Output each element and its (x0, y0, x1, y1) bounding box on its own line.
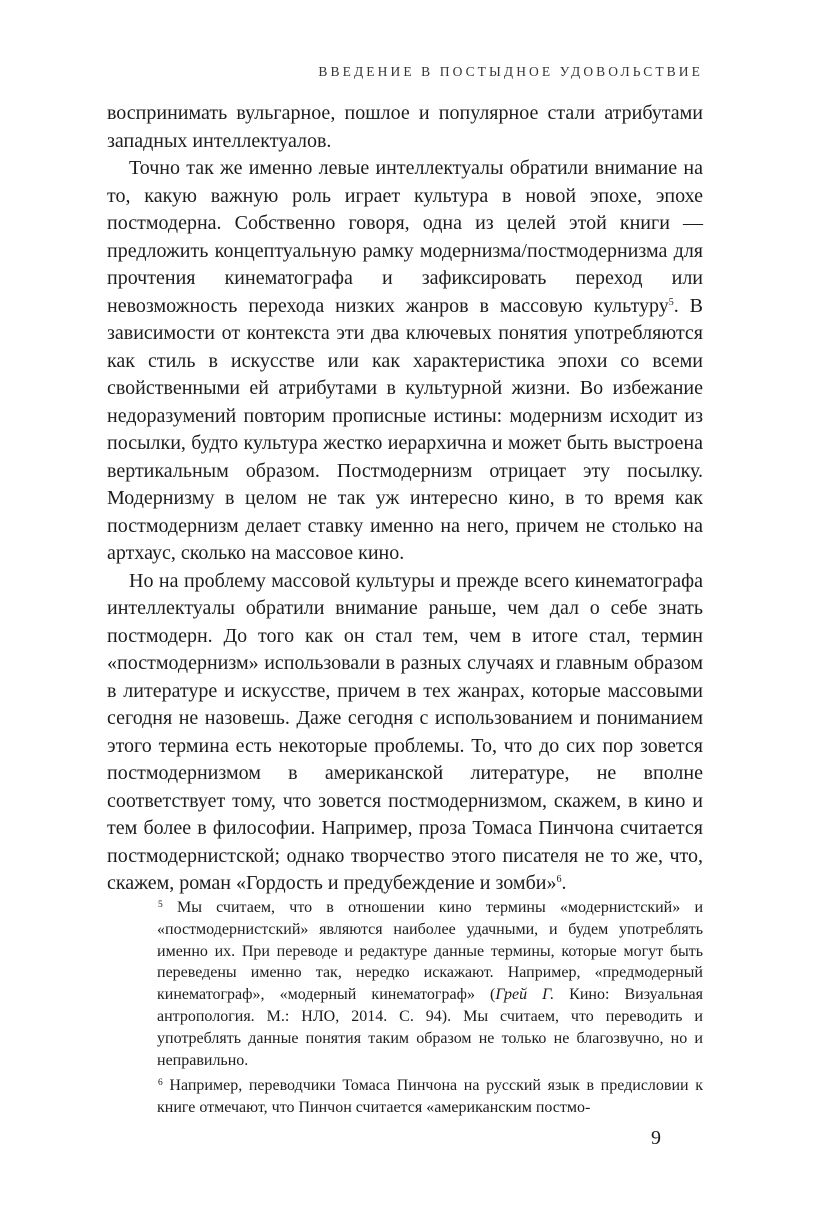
footnotes (157, 897, 703, 1123)
footnote (157, 1075, 703, 1119)
running-header: ВВЕДЕНИЕ В ПОСТЫДНОЕ УДОВОЛЬСТВИЕ (318, 64, 703, 79)
paragraph-text: Но на проблему массовой культуры и прежде всего кинематографа интеллектуалы обратили внимание раньше, чем дал о себе знать постмодерн. До того как он стал тем, чем в итоге стал, термин «постмодернизм» использовали в разных случаях и главным образом в литературе и искусстве, причем в тех жанрах, которые массовыми сегодня не назовешь. Даже сегодня с использованием и пониманием этого термина есть некоторые проблемы. То, что до сих пор зовется постмодернизмом в американской литературе, не вполне соответствует тому, что зовется постмодернизмом, скажем, в кино и тем более в философии. Например, проза Томаса Пинчона считается постмодернистской; однако творчество этого писателя не то же, что, скажем, роман «Гордость и предубеждение и зомби» (107, 569, 703, 894)
footnote-ref[interactable]: 6 (556, 874, 562, 885)
paragraph-text: . В зависимости от контекста эти два ключевых понятия употребляются как стиль в искусстве или как характеристика эпохи со всеми свойственными ей атрибутами в культурной жизни. Во избежание недоразумений повторим прописные истины: модернизм исходит из посылки, будто культура жестко иерархична и может быть выстроена вертикальным образом. Постмодернизм отрицает эту посылку. Модернизму в целом не так уж интересно кино, в то время как постмодернизм делает ставку именно на него, причем не столько на артхаус, сколько на массовое кино. (107, 294, 703, 564)
footnote-text: Например, переводчики Томаса Пинчона на русский язык в предисловии к книге отмечают, что Пинчон считается «американским постмо- (157, 1077, 704, 1117)
footnote-text: Мы считаем, что в отношении кино термины «модернистский» и «постмодернистский» являются наиболее удачными, и будем употреблять именно их. При переводе и редактуре данные термины, которые могут быть переведены именно так, нередко искажают. Например, «предмодерный кинематограф», «модерный кинематограф» ( (157, 899, 704, 1004)
paragraph: воспринимать вульгарное, пошлое и популярное стали атрибутами западных интеллектуалов. (107, 102, 703, 152)
paragraph-text: . (561, 872, 567, 894)
main-text (107, 100, 703, 898)
footnote (157, 897, 703, 1071)
footnote-text: Кино: Визуальная антропология. М.: НЛО, 2014. С. 94). Мы считаем, что переводить и употреблять данные понятия таким образом не только не благозвучно, но и неправильно. (157, 986, 704, 1069)
paragraph (107, 568, 703, 898)
footnote-ref[interactable]: 5 (668, 296, 674, 308)
footnote-number: 5 (158, 900, 163, 910)
page-number: 9 (651, 1127, 661, 1149)
footnote-number: 6 (158, 1078, 163, 1089)
paragraph (107, 155, 703, 568)
footnote-author: Грей Г. (495, 986, 555, 1004)
paragraph-text: Точно так же именно левые интеллектуалы обратили внимание на то, какую важную роль играет культура в новой эпохе, эпохе постмодерна. Собственно говоря, одна из целей этой книги — предложить концептуальную рамку модернизма/постмодернизма для прочтения кинематографа и зафиксировать переход или невозможность перехода низких жанров в массовую культуру (107, 157, 703, 317)
